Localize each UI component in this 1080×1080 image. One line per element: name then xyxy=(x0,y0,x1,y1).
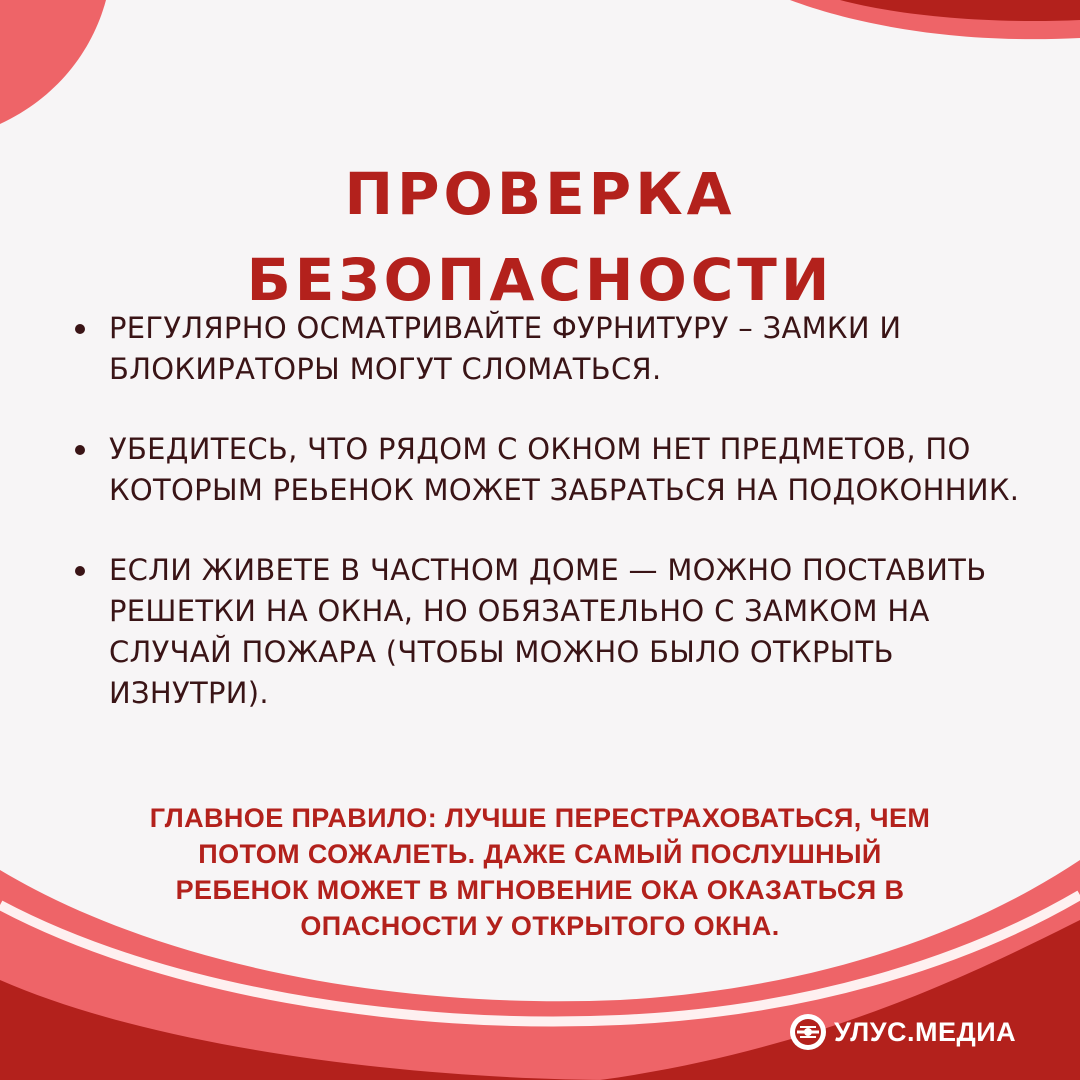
list-item-text: УБЕДИТЕСЬ, ЧТО РЯДОМ С ОКНОМ НЕТ ПРЕДМЕТОВ, ПО КОТОРЫМ РЕЬЕНОК МОЖЕТ ЗАБРАТЬСЯ НА ПОДОКОННИК. xyxy=(109,432,1020,507)
ulus-media-logo-icon xyxy=(788,1012,828,1052)
brand-name: УЛУС.МЕДИА xyxy=(834,1016,1017,1047)
brand-logo xyxy=(788,1010,1016,1054)
note-line-2: ПОТОМ СОЖАЛЕТЬ. ДАЖЕ САМЫЙ ПОСЛУШНЫЙ xyxy=(198,839,882,869)
main-rule-note xyxy=(60,800,1020,944)
safety-tips-list xyxy=(72,308,1032,753)
list-item xyxy=(72,429,1032,511)
bullet-icon xyxy=(75,324,85,334)
list-item-text: ЕСЛИ ЖИВЕТЕ В ЧАСТНОМ ДОМЕ — МОЖНО ПОСТАВИТЬ РЕШЕТКИ НА ОКНА, НО ОБЯЗАТЕЛЬНО С ЗАМКОМ НА СЛУЧАЙ ПОЖАРА (ЧТОБЫ МОЖНО БЫЛО ОТКРЫТЬ ИЗНУТРИ). xyxy=(109,553,987,710)
bullet-icon xyxy=(75,445,85,455)
note-line-1: ГЛАВНОЕ ПРАВИЛО: ЛУЧШЕ ПЕРЕСТРАХОВАТЬСЯ, ЧЕМ xyxy=(149,803,931,833)
list-item xyxy=(72,308,1032,390)
note-line-3: РЕБЕНОК МОЖЕТ В МГНОВЕНИЕ ОКА ОКАЗАТЬСЯ В xyxy=(175,875,905,905)
list-item xyxy=(72,550,1032,714)
page-title-line-2: БЕЗОПАСНОСТИ xyxy=(246,245,834,314)
bullet-icon xyxy=(75,566,85,576)
page-title-line-1: ПРОВЕРКА xyxy=(344,159,736,228)
list-item-text: РЕГУЛЯРНО ОСМАТРИВАЙТЕ ФУРНИТУРУ – ЗАМКИ И БЛОКИРАТОРЫ МОГУТ СЛОМАТЬСЯ. xyxy=(109,311,902,386)
page-title xyxy=(0,151,1080,323)
note-line-4: ОПАСНОСТИ У ОТКРЫТОГО ОКНА. xyxy=(300,911,780,941)
